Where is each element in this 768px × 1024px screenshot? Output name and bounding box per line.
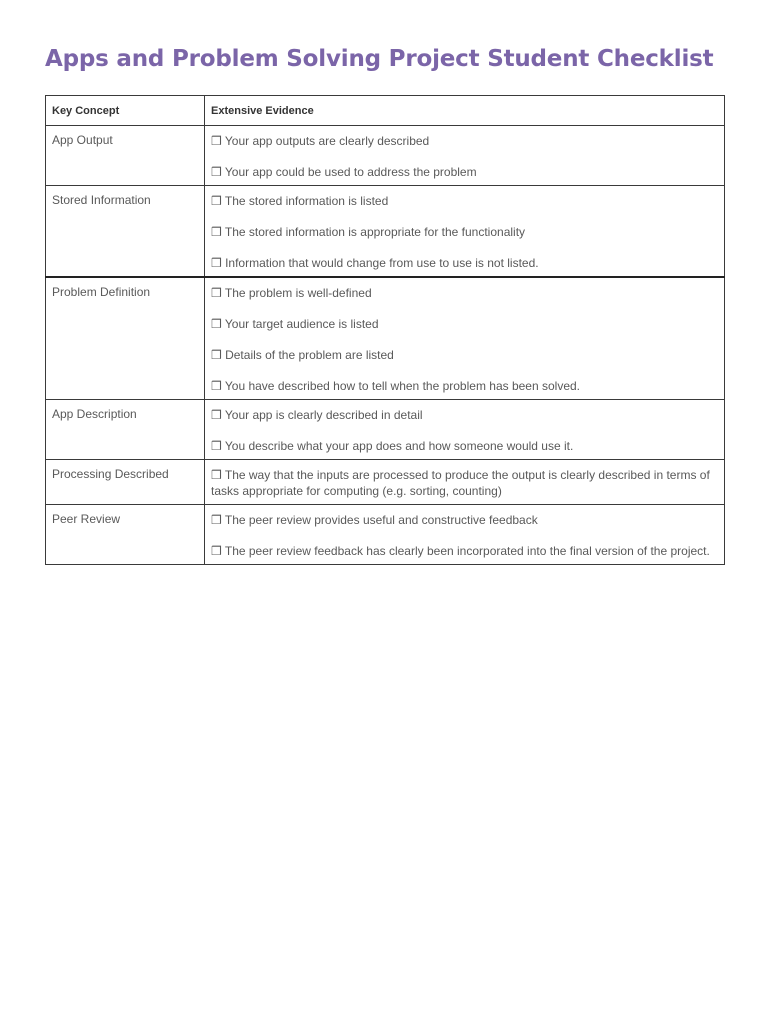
table-row-stored-information <box>46 186 725 278</box>
evidence-cell <box>205 400 725 460</box>
header-key-concept: Key Concept <box>46 96 205 126</box>
header-extensive-evidence: Extensive Evidence <box>205 96 725 126</box>
checklist-item: ❒ The stored information is appropriate for the functionality <box>211 225 526 239</box>
checklist-item: ❒ Your target audience is listed <box>211 317 379 331</box>
table-row-processing-described <box>46 460 725 505</box>
checklist-table <box>45 95 725 565</box>
concept-cell: Peer Review <box>46 505 205 565</box>
checklist-item: ❒ Your app is clearly described in detail <box>211 408 423 422</box>
checklist-item: ❒ You have described how to tell when the problem has been solved. <box>211 379 580 393</box>
evidence-cell <box>205 126 725 186</box>
evidence-cell <box>205 186 725 278</box>
checklist-item: ❒ The way that the inputs are processed to produce the output is clearly described in terms of tasks appropriate for computing (e.g. sorting, counting) <box>211 468 710 498</box>
concept-cell: Stored Information <box>46 186 205 278</box>
checklist-item: ❒ Information that would change from use to use is not listed. <box>211 256 539 270</box>
evidence-cell <box>205 460 725 505</box>
checklist-item: ❒ Details of the problem are listed <box>211 348 394 362</box>
checklist-item: ❒ You describe what your app does and how someone would use it. <box>211 439 574 453</box>
concept-cell: App Output <box>46 126 205 186</box>
table-header-row <box>46 96 725 126</box>
concept-cell: Processing Described <box>46 460 205 505</box>
checklist-item: ❒ The problem is well-defined <box>211 286 372 300</box>
table-row-app-output <box>46 126 725 186</box>
page-title: Apps and Problem Solving Project Student Checklist <box>45 46 714 72</box>
checklist-item: ❒ The peer review provides useful and constructive feedback <box>211 513 538 527</box>
table-row-problem-definition <box>46 277 725 400</box>
evidence-cell <box>205 277 725 400</box>
checklist-item: ❒ The peer review feedback has clearly been incorporated into the final version of the project. <box>211 544 710 558</box>
checklist-item: ❒ The stored information is listed <box>211 194 389 208</box>
table-row-app-description <box>46 400 725 460</box>
checklist-item: ❒ Your app outputs are clearly described <box>211 134 430 148</box>
concept-cell: Problem Definition <box>46 277 205 400</box>
evidence-cell <box>205 505 725 565</box>
table-row-peer-review <box>46 505 725 565</box>
concept-cell: App Description <box>46 400 205 460</box>
checklist-item: ❒ Your app could be used to address the problem <box>211 165 477 179</box>
